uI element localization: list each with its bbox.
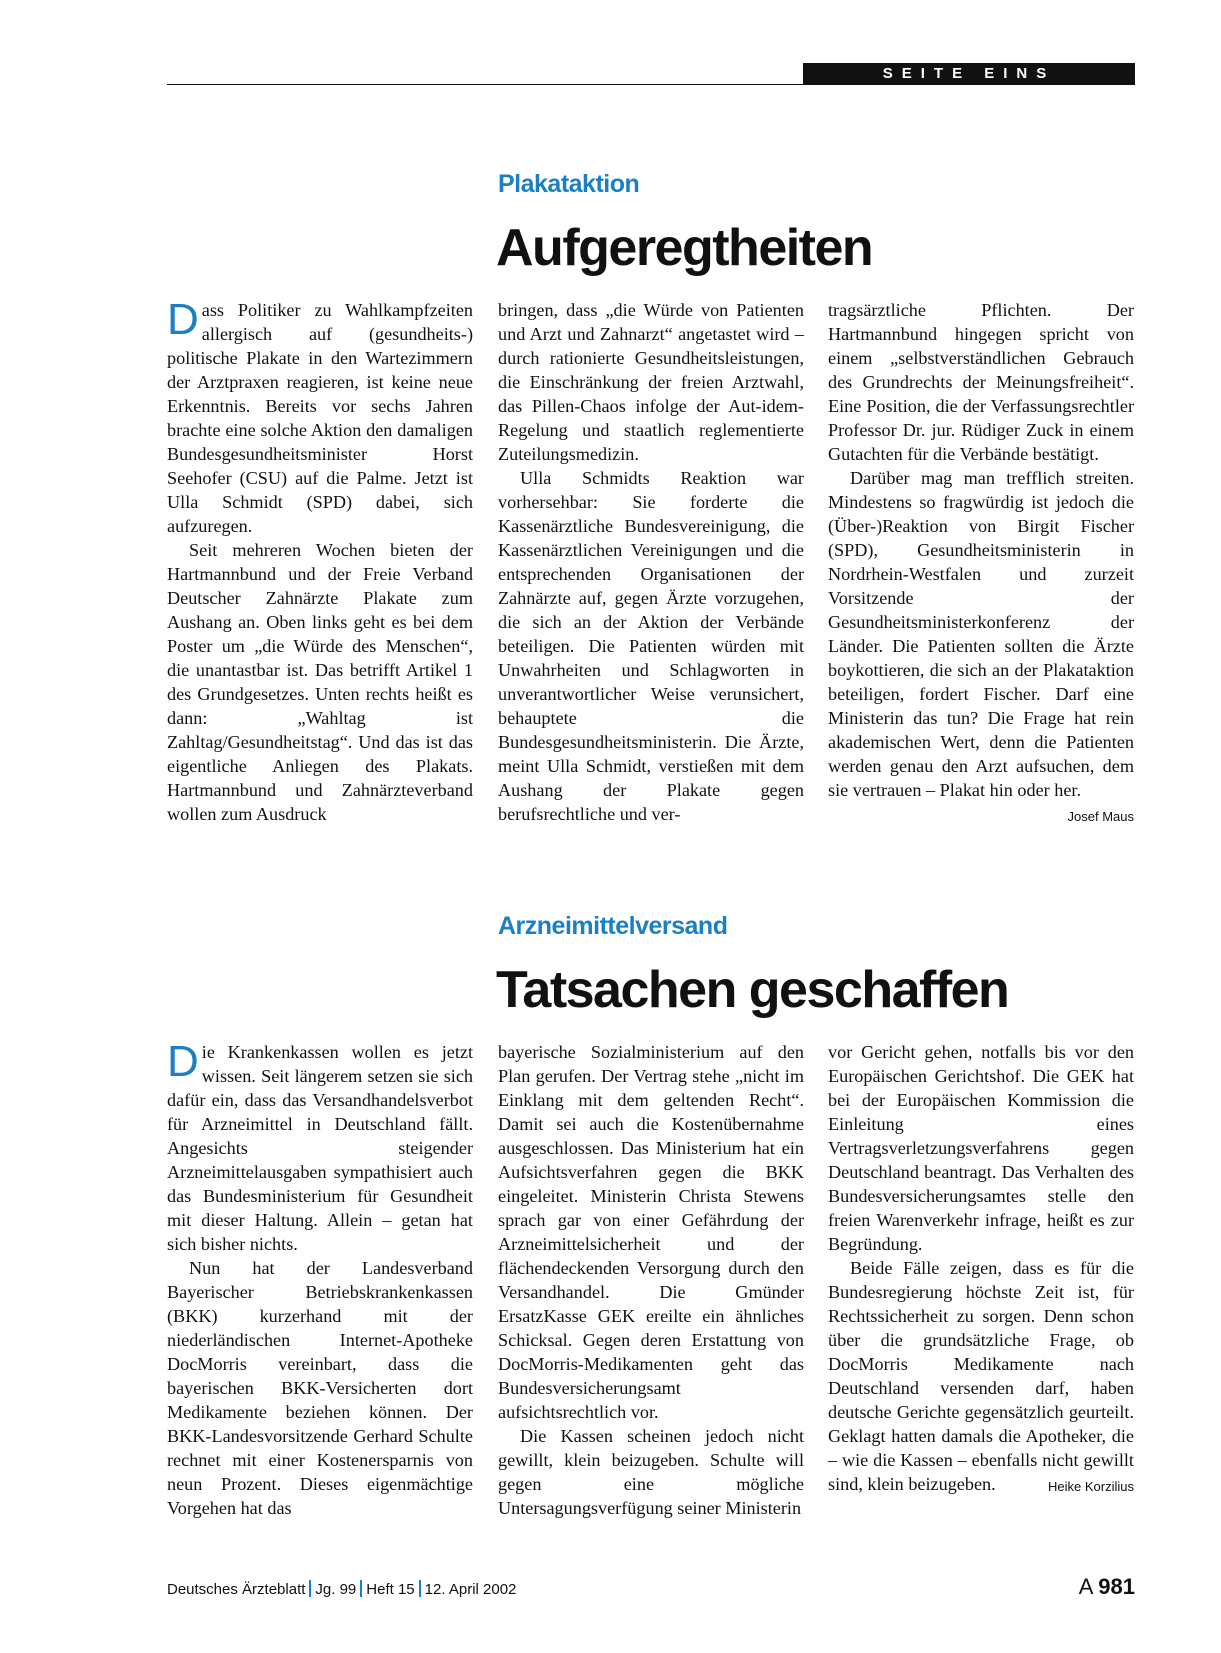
article1-col2-paragraph: bringen, dass „die Würde von Patienten und Arzt und Zahnarzt“ angetastet wird – durch rationierte Gesundheitsleistungen, die Einschränkung der freien Arztwahl, das Pillen-Chaos infolge der Aut-idem-Regelung und staatlich reglementierte Zuteilungsmedizin. [498, 300, 804, 464]
article2-col1-paragraph [167, 1037, 473, 1256]
article2-col2-paragraph-2: Die Kassen scheinen jedoch nicht gewillt, klein beizugeben. Schulte will gegen eine mögliche Untersagungsverfügung seiner Ministerin [498, 1426, 804, 1518]
article1-column-1 [167, 295, 473, 826]
section-label: SEITE EINS [803, 63, 1135, 85]
article1-col2-paragraph-2: Ulla Schmidts Reaktion war vorhersehbar: Sie forderte die Kassenärztliche Bundesvereinigung, die Kassenärztlichen Vereinigungen und die entsprechenden Organisationen der Zahnärzte auf, gegen Ärzte vorzugehen, die sich an der Aktion der Verbände beteiligen. Die Patienten würden mit Unwahrheiten und Schlagworten in unverantwortlicher Weise verunsichert, behauptete die Bundesgesundheitsministerin. Die Ärzte, meint Ulla Schmidt, verstießen mit dem Aushang der Plakate gegen berufsrechtliche und ver- [498, 468, 804, 824]
article2-kicker: Arzneimittelversand [498, 912, 728, 940]
footer-issue: Heft 15 [366, 1581, 415, 1598]
article2-col3-text: Beide Fälle zeigen, dass es für die Bundesregierung höchste Zeit ist, für Rechtssicherheit zu sorgen. Denn schon über die grundsätzliche Frage, ob DocMorris Medikamente nach Deutschland versenden darf, haben deutsche Gerichte gegensätzlich geurteilt. Geklagt hatten damals die Apotheker, die – wie die Kassen – ebenfalls nicht gewillt sind, klein beizugeben. [828, 1258, 1134, 1494]
page-prefix: A [1078, 1574, 1093, 1599]
article2-author: Heike Korzilius [1048, 1479, 1134, 1494]
article2-col1-text: ie Krankenkassen wollen es jetzt wissen. Seit längerem setzen sie sich dafür ein, dass das Versandhandelsverbot für Arzneimittel in Deutschland fällt. Angesichts steigender Arzneimittelausgaben sympathisiert auch das Bundesministerium für Gesundheit mit dieser Haltung. Allein – getan hat sich bisher nichts. [167, 1042, 473, 1254]
article1-dropcap: D [167, 295, 199, 344]
article1-headline: Aufgeregtheiten [496, 219, 873, 277]
article2-column-3 [828, 1040, 1134, 1499]
article1-col3-paragraph: tragsärztliche Pflichten. Der Hartmannbund hingegen spricht von einem „selbstverständlichen Gebrauch des Grundrechts der Meinungsfreiheit“. Eine Position, die der Verfassungsrechtler Professor Dr. jur. Rüdiger Zuck in einem Gutachten für die Verbände bestätigt. [828, 300, 1134, 464]
article1-kicker: Plakataktion [498, 170, 640, 198]
footer-journal: Deutsches Ärzteblatt [167, 1581, 306, 1598]
article2-col3-paragraph: vor Gericht gehen, notfalls bis vor den Europäischen Gerichtshof. Die GEK hat bei der Europäischen Kommission die Einleitung eines Vertragsverletzungsverfahrens gegen Deutschland beantragt. Das Verhalten des Bundesversicherungsamtes stelle den freien Warenverkehr infrage, heißt es zur Begründung. [828, 1042, 1134, 1254]
footer-separator [360, 1580, 362, 1597]
article2-col1-paragraph-2: Nun hat der Landesverband Bayerischer Betriebskrankenkassen (BKK) kurzerhand mit der niederländischen Internet-Apotheke DocMorris vereinbart, dass die bayerischen BKK-Versicherten dort Medikamente beziehen können. Der BKK-Landesvorsitzende Gerhard Schulte rechnet mit einer Kostenersparnis von neun Prozent. Dieses eigenmächtige Vorgehen hat das [167, 1258, 473, 1518]
article1-author: Josef Maus [1067, 809, 1134, 824]
article1-col1-paragraph [167, 295, 473, 538]
page-number-value: 981 [1098, 1574, 1135, 1599]
footer-date: 12. April 2002 [424, 1581, 517, 1598]
article1-column-3 [828, 298, 1134, 829]
footer-citation [167, 1580, 516, 1598]
footer-separator [419, 1580, 421, 1597]
article2-col3-paragraph-2 [828, 1256, 1134, 1496]
page-number [1079, 1574, 1135, 1600]
article1-col3-text: Darüber mag man trefflich streiten. Mindestens so fragwürdig ist jedoch die (Über-)Reaktion von Birgit Fischer (SPD), Gesundheitsministerin in Nordrhein-Westfalen und zurzeit Vorsitzende der Gesundheitsministerkonferenz der Länder. Die Patienten sollten die Ärzte boykottieren, die sich an der Plakataktion beteiligen, fordert Fischer. Darf eine Ministerin das tun? Die Frage hat rein akademischen Wert, denn die Patienten werden genau den Arzt aufsuchen, dem sie vertrauen – Plakat hin oder her. [828, 468, 1134, 800]
article1-col3-paragraph-2 [828, 466, 1134, 824]
article2-column-1 [167, 1037, 473, 1520]
footer-volume: Jg. 99 [315, 1581, 357, 1598]
article1-col1-paragraph-2: Seit mehreren Wochen bieten der Hartmannbund und der Freie Verband Deutscher Zahnärzte Plakate zum Aushang an. Oben links geht es bei dem Poster um „die Würde des Menschen“, die unantastbar ist. Das betrifft Artikel 1 des Grundgesetzes. Unten rechts heißt es dann: „Wahltag ist Zahltag/Gesundheitstag“. Und das ist das eigentliche Anliegen des Plakats. Hartmannbund und Zahnärzteverband wollen zum Ausdruck [167, 540, 473, 824]
article2-column-2 [498, 1040, 804, 1520]
article2-dropcap: D [167, 1037, 199, 1086]
article1-column-2 [498, 298, 804, 826]
footer-separator [309, 1580, 311, 1597]
article2-col2-paragraph: bayerische Sozialministerium auf den Plan gerufen. Der Vertrag stehe „nicht im Einklang mit dem geltenden Recht“. Damit sei auch die Kostenübernahme ausgeschlossen. Das Ministerium hat ein Aufsichtsverfahren gegen die BKK eingeleitet. Ministerin Christa Stewens sprach gar von einer Gefährdung der Arzneimittelsicherheit und der flächendeckenden Versorgung durch den Versandhandel. Die Gmünder ErsatzKasse GEK ereilte ein ähnliches Schicksal. Gegen deren Erstattung von DocMorris-Medikamenten geht das Bundesversicherungsamt aufsichtsrechtlich vor. [498, 1042, 804, 1422]
article1-col1-text: ass Politiker zu Wahlkampfzeiten allergisch auf (gesundheits-) politische Plakate in den Wartezimmern der Arztpraxen reagieren, ist keine neue Erkenntnis. Bereits vor sechs Jahren brachte eine solche Aktion den damaligen Bundesgesundheitsminister Horst Seehofer (CSU) auf die Palme. Jetzt ist Ulla Schmidt (SPD) dabei, sich aufzuregen. [167, 300, 473, 536]
article2-headline: Tatsachen geschaffen [496, 961, 1009, 1019]
